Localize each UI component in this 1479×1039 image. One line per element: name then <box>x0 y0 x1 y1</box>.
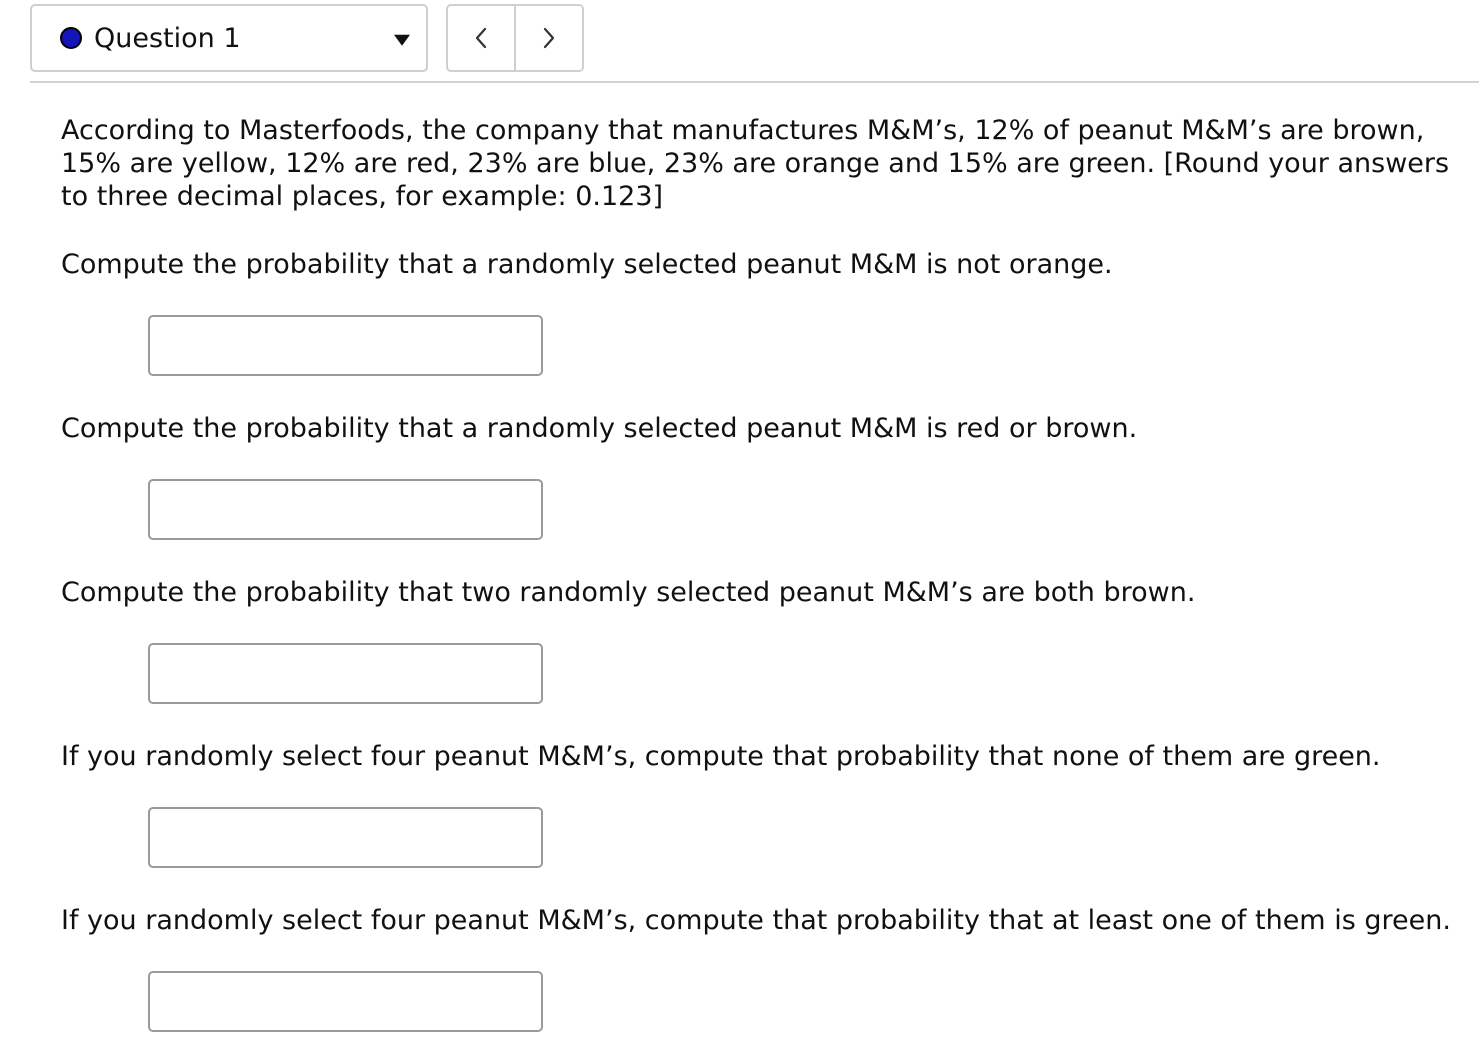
question-selector-label: Question 1 <box>94 22 241 54</box>
part-3-answer-input[interactable] <box>148 643 543 704</box>
question-status-indicator <box>60 27 82 49</box>
header-divider <box>30 81 1479 83</box>
next-question-button[interactable] <box>516 6 582 70</box>
part-1-answer-input[interactable] <box>148 315 543 376</box>
part-2-prompt: Compute the probability that a randomly selected peanut M&M is red or brown. <box>61 413 1138 444</box>
part-4-answer-input[interactable] <box>148 807 543 868</box>
question-body <box>61 114 1471 936</box>
question-pager <box>446 4 584 72</box>
part-1-prompt: Compute the probability that a randomly selected peanut M&M is not orange. <box>61 249 1113 280</box>
previous-question-button[interactable] <box>448 6 516 70</box>
caret-down-icon <box>394 35 410 46</box>
part-3-prompt: Compute the probability that two randomly selected peanut M&M’s are both brown. <box>61 577 1196 608</box>
part-5-prompt: If you randomly select four peanut M&M’s, compute that probability that at least one of them is green. <box>61 905 1451 936</box>
part-4-prompt: If you randomly select four peanut M&M’s, compute that probability that none of them are green. <box>61 741 1381 772</box>
chevron-right-icon <box>541 26 557 50</box>
part-2-answer-input[interactable] <box>148 479 543 540</box>
question-navigation-bar <box>30 4 584 72</box>
chevron-left-icon <box>473 26 489 50</box>
question-intro-text: According to Masterfoods, the company that manufactures M&M’s, 12% of peanut M&M’s are brown, 15% are yellow, 12% are red, 23% are blue, 23% are orange and 15% are green. [Round your answers to three decimal places, for example: 0.123] <box>61 115 1450 212</box>
question-selector-dropdown[interactable] <box>30 4 428 72</box>
part-5-answer-input[interactable] <box>148 971 543 1032</box>
